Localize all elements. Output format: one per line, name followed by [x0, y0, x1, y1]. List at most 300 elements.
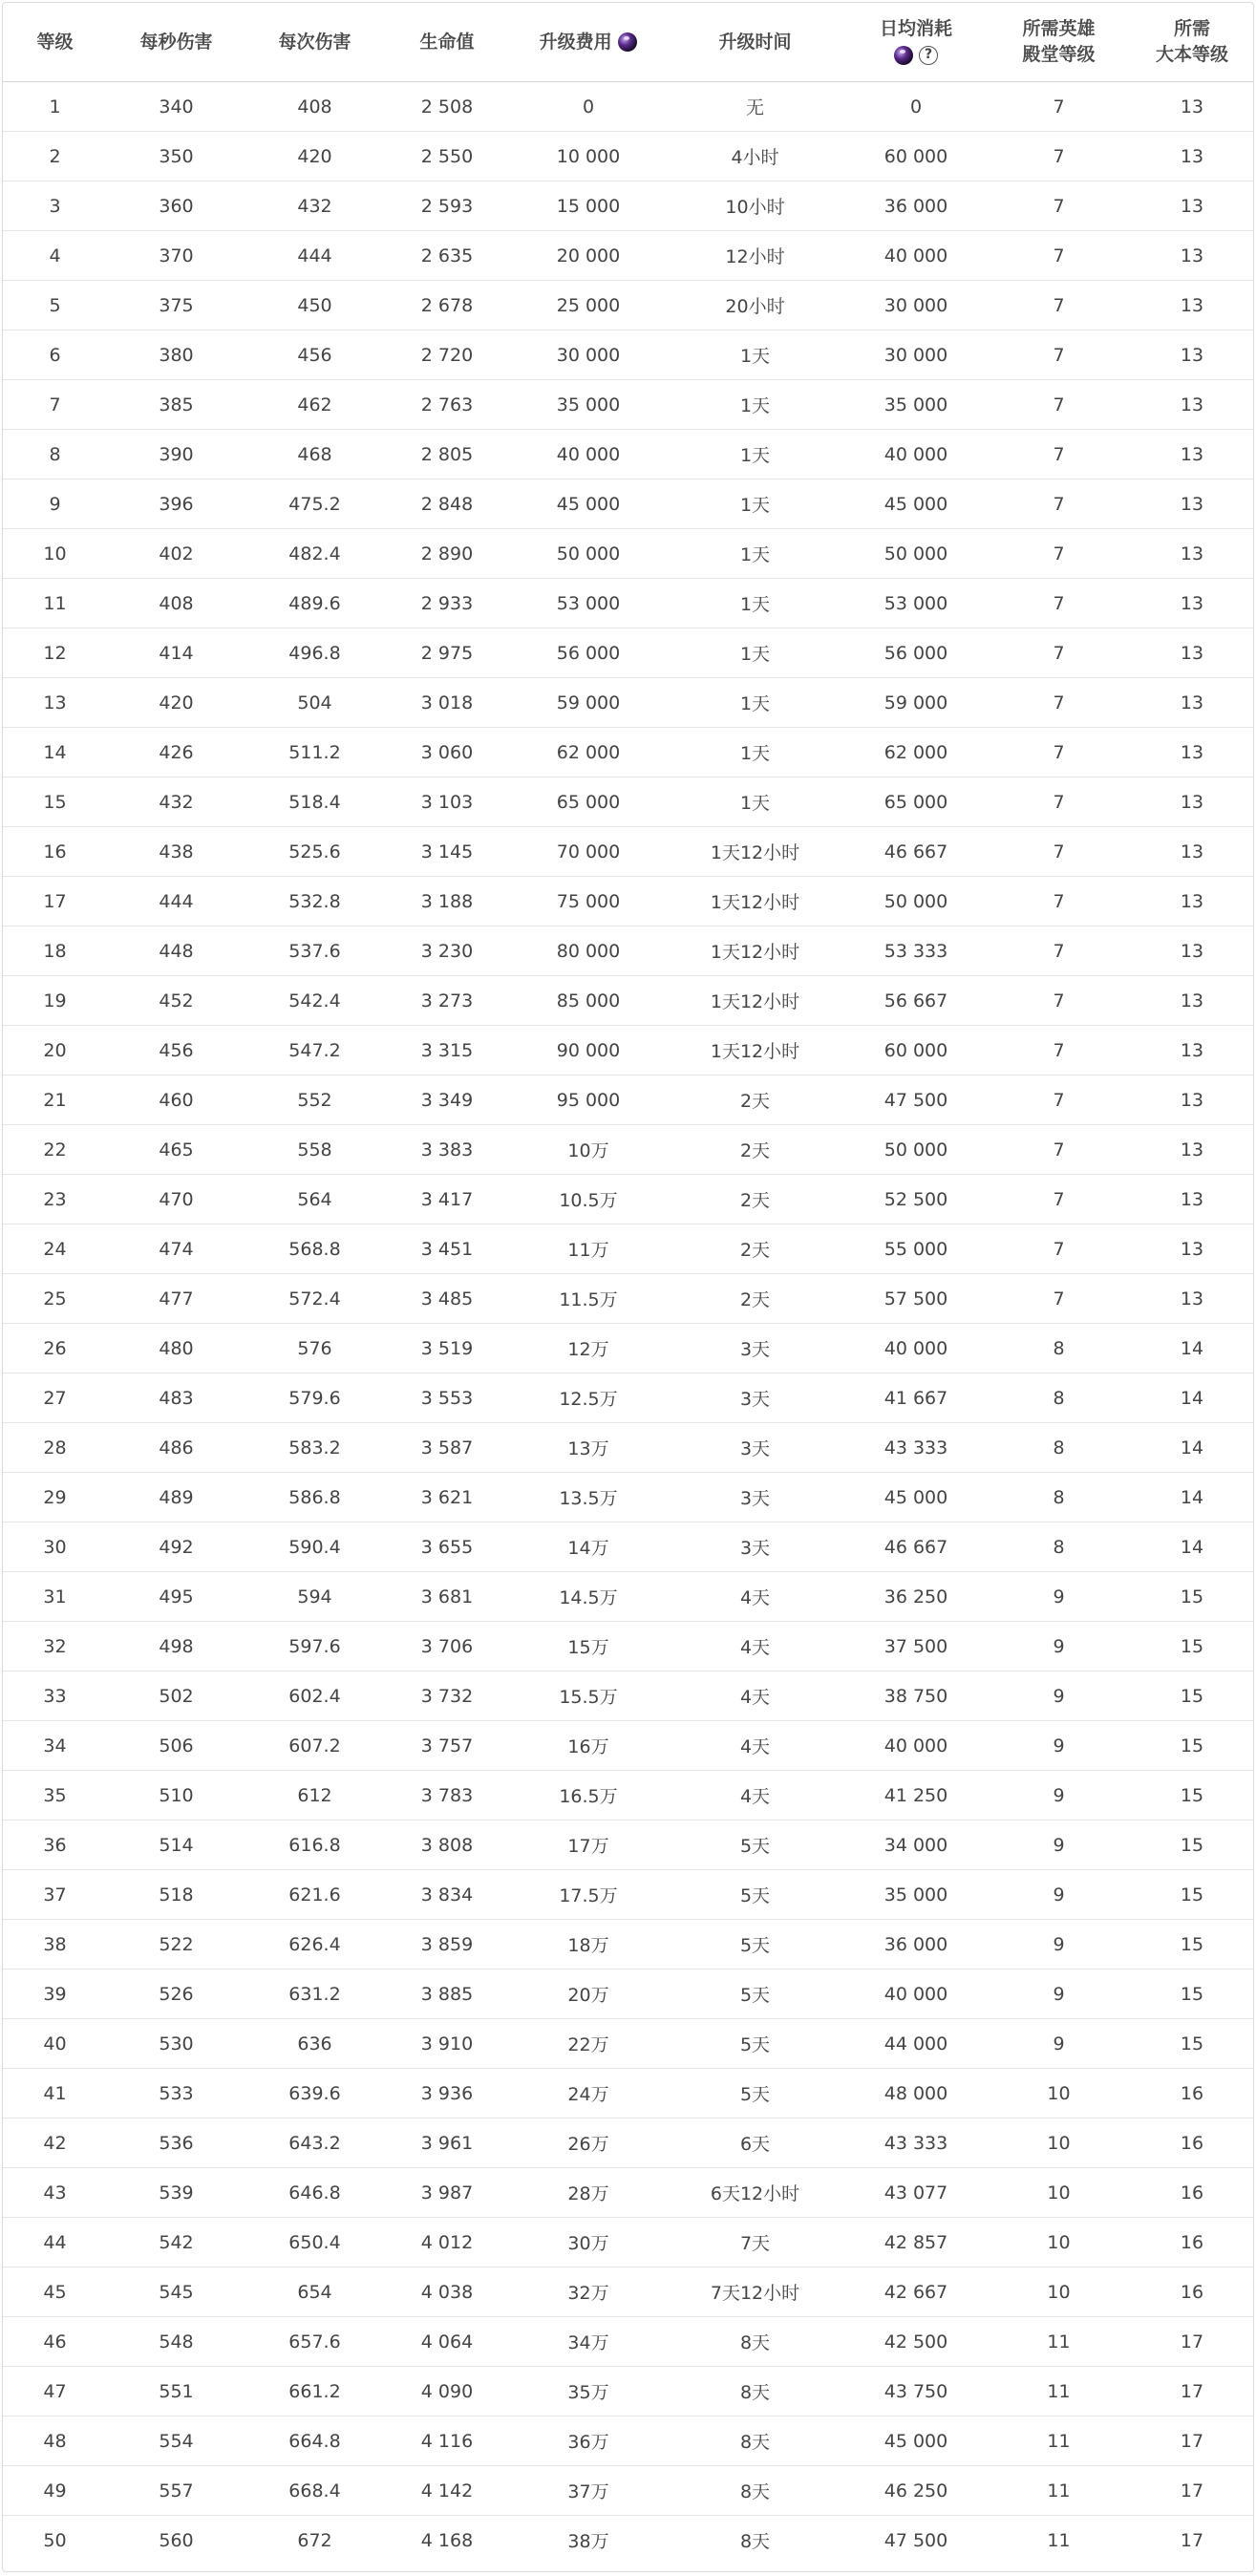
- cell-upgrade-cost: 16万: [510, 1721, 667, 1771]
- cell-required-town-hall: 13: [1129, 529, 1254, 579]
- cell-required-town-hall: 13: [1129, 877, 1254, 926]
- header-upgrade-cost[interactable]: 升级费用: [510, 3, 667, 82]
- cell-hitpoints: 3 060: [384, 728, 510, 777]
- dark-elixir-icon: [618, 32, 637, 52]
- cell-hitpoints: 3 732: [384, 1671, 510, 1721]
- cell-level: 31: [3, 1572, 107, 1622]
- table-header: [3, 3, 1254, 82]
- cell-upgrade-cost: 30 000: [510, 330, 667, 380]
- cell-dps: 385: [107, 380, 245, 430]
- cell-level: 7: [3, 380, 107, 430]
- cell-hitpoints: 3 315: [384, 1026, 510, 1075]
- cell-dps: 560: [159, 2529, 194, 2551]
- cell-required-town-hall: 13: [1129, 1026, 1254, 1075]
- cell-upgrade-time: 4小时: [667, 132, 843, 181]
- cell-upgrade-cost: 45 000: [510, 479, 667, 529]
- cell-daily-consumption: 62 000: [843, 728, 989, 777]
- table-row: [3, 2019, 1254, 2069]
- table-row: [3, 777, 1254, 827]
- cell-level: 8: [3, 430, 107, 479]
- cell-required-town-hall: 13: [1129, 132, 1254, 181]
- cell-level: 2: [3, 132, 107, 181]
- cell-daily-consumption: 46 667: [843, 827, 989, 877]
- cell-daily-consumption: 38 750: [843, 1671, 989, 1721]
- cell-upgrade-cost: 18万: [510, 1920, 667, 1969]
- cell-hitpoints: 2 805: [384, 430, 510, 479]
- header-required-town-hall[interactable]: 所需 大本等级: [1129, 3, 1254, 82]
- cell-required-town-hall: 15: [1129, 1771, 1254, 1820]
- cell-dps: 370: [107, 231, 245, 281]
- cell-damage-per-hit: 525.6: [245, 827, 384, 877]
- table-row: [3, 877, 1254, 926]
- cell-required-town-hall: 17: [1129, 2416, 1254, 2466]
- cell-daily-consumption: 56 667: [843, 976, 989, 1026]
- cell-damage-per-hit: 482.4: [245, 529, 384, 579]
- cell-upgrade-cost: 34万: [510, 2317, 667, 2367]
- cell-level: 6: [3, 330, 107, 380]
- cell-dps: 408: [107, 579, 245, 628]
- cell-required-town-hall: 14: [1129, 1473, 1254, 1522]
- cell-required-hero-hall: 8: [989, 1373, 1129, 1423]
- cell-daily-consumption: 53 333: [843, 926, 989, 976]
- cell-dps: 444: [107, 877, 245, 926]
- cell-required-hero-hall: 9: [989, 1771, 1129, 1820]
- cell-upgrade-cost: 85 000: [510, 976, 667, 1026]
- cell-upgrade-cost: 10万: [510, 1125, 667, 1175]
- cell-upgrade-cost: 56 000: [510, 628, 667, 678]
- cell-daily-consumption: 56 000: [843, 628, 989, 678]
- cell-level: 44: [3, 2218, 107, 2267]
- table-row: [3, 2267, 1254, 2317]
- header-hitpoints[interactable]: 生命值: [384, 3, 510, 82]
- cell-required-town-hall: 16: [1129, 2218, 1254, 2267]
- cell-dps: 506: [107, 1721, 245, 1771]
- cell-required-hero-hall: 7: [989, 1026, 1129, 1075]
- cell-level: 37: [3, 1870, 107, 1920]
- cell-upgrade-cost: 13.5万: [510, 1473, 667, 1522]
- cell-upgrade-cost: 38万: [567, 2531, 609, 2552]
- cell-dps: 554: [107, 2416, 245, 2466]
- question-circle-icon[interactable]: ?: [919, 46, 938, 65]
- cell-required-hero-hall: 7: [989, 1274, 1129, 1324]
- cell-damage-per-hit: 639.6: [245, 2069, 384, 2118]
- cell-damage-per-hit: 475.2: [245, 479, 384, 529]
- cell-upgrade-time: 1天: [667, 529, 843, 579]
- cell-level: 22: [3, 1125, 107, 1175]
- cell-upgrade-cost: 30万: [510, 2218, 667, 2267]
- cell-hitpoints: 3 681: [384, 1572, 510, 1622]
- cell-dps: 530: [107, 2019, 245, 2069]
- table-row: [3, 678, 1254, 728]
- cell-daily-consumption: 42 857: [843, 2218, 989, 2267]
- cell-required-hero-hall: 9: [989, 1870, 1129, 1920]
- table-row: [3, 1721, 1254, 1771]
- cell-required-town-hall: 13: [1129, 82, 1254, 132]
- cell-hitpoints: 4 142: [384, 2466, 510, 2516]
- cell-daily-consumption: 55 000: [843, 1224, 989, 1274]
- cell-required-town-hall: 14: [1129, 1324, 1254, 1373]
- table-row: [3, 2317, 1254, 2367]
- table-row: [3, 1671, 1254, 1721]
- cell-daily-consumption: 53 000: [843, 579, 989, 628]
- cell-damage-per-hit: 636: [245, 2019, 384, 2069]
- cell-hitpoints: 3 349: [384, 1075, 510, 1125]
- table-row: [3, 181, 1254, 231]
- cell-damage-per-hit: 518.4: [245, 777, 384, 827]
- cell-required-town-hall: 14: [1129, 1423, 1254, 1473]
- cell-required-hero-hall: 9: [989, 1969, 1129, 2019]
- cell-dps: 380: [107, 330, 245, 380]
- cell-dps: 486: [107, 1423, 245, 1473]
- cell-level: 28: [3, 1423, 107, 1473]
- cell-upgrade-time: 1天: [667, 330, 843, 380]
- cell-required-hero-hall: 7: [989, 181, 1129, 231]
- cell-damage-per-hit: 462: [245, 380, 384, 430]
- header-required-hero-hall[interactable]: 所需英雄 殿堂等级: [989, 3, 1129, 82]
- cell-damage-per-hit: 547.2: [245, 1026, 384, 1075]
- table-body: [3, 82, 1254, 2565]
- cell-upgrade-time: 5天: [667, 1870, 843, 1920]
- cell-required-town-hall: 13: [1129, 1075, 1254, 1125]
- cell-damage-per-hit: 432: [245, 181, 384, 231]
- cell-level: 4: [3, 231, 107, 281]
- cell-damage-per-hit: 657.6: [245, 2317, 384, 2367]
- cell-hitpoints: 3 808: [384, 1820, 510, 1870]
- cell-hitpoints: 4 090: [384, 2367, 510, 2416]
- cell-hitpoints: 3 145: [384, 827, 510, 877]
- cell-hitpoints: 3 519: [384, 1324, 510, 1373]
- cell-required-hero-hall: 11: [989, 2317, 1129, 2367]
- cell-upgrade-cost: 17.5万: [510, 1870, 667, 1920]
- cell-upgrade-time: 3天: [667, 1324, 843, 1373]
- cell-required-hero-hall: 11: [989, 2466, 1129, 2516]
- cell-upgrade-cost: 59 000: [510, 678, 667, 728]
- cell-upgrade-time: 1天12小时: [667, 1026, 843, 1075]
- cell-dps: 522: [107, 1920, 245, 1969]
- cell-daily-consumption: 35 000: [843, 380, 989, 430]
- table-row: [3, 2416, 1254, 2466]
- cell-required-hero-hall: 9: [989, 2019, 1129, 2069]
- cell-required-hero-hall: 10: [989, 2069, 1129, 2118]
- cell-damage-per-hit: 558: [245, 1125, 384, 1175]
- table-row: [3, 1622, 1254, 1671]
- cell-upgrade-cost: 32万: [510, 2267, 667, 2317]
- table-row: [3, 1274, 1254, 1324]
- cell-required-town-hall: 15: [1129, 1721, 1254, 1771]
- table-row: [3, 926, 1254, 976]
- cell-daily-consumption: 57 500: [843, 1274, 989, 1324]
- table-row: [3, 1026, 1254, 1075]
- header-daily-consumption[interactable]: 日均消耗 ?: [843, 3, 989, 82]
- cell-required-hero-hall: 7: [989, 827, 1129, 877]
- cell-hitpoints: 3 417: [384, 1175, 510, 1224]
- cell-damage-per-hit: 597.6: [245, 1622, 384, 1671]
- cell-damage-per-hit: 668.4: [245, 2466, 384, 2516]
- cell-damage-per-hit: 586.8: [245, 1473, 384, 1522]
- cell-daily-consumption: 60 000: [843, 132, 989, 181]
- table-row: [3, 1820, 1254, 1870]
- cell-upgrade-time: 6天: [667, 2118, 843, 2168]
- cell-required-hero-hall: 7: [989, 82, 1129, 132]
- cell-dps: 375: [107, 281, 245, 330]
- cell-upgrade-time: 8天: [667, 2367, 843, 2416]
- cell-hitpoints: 3 655: [384, 1522, 510, 1572]
- cell-level: 12: [3, 628, 107, 678]
- cell-upgrade-time: 2天: [667, 1224, 843, 1274]
- cell-dps: 542: [107, 2218, 245, 2267]
- header-dps[interactable]: 每秒伤害: [107, 3, 245, 82]
- cell-upgrade-cost: 15万: [510, 1622, 667, 1671]
- cell-level: 50: [43, 2529, 67, 2551]
- cell-level: 32: [3, 1622, 107, 1671]
- table-row: [3, 1075, 1254, 1125]
- table-row: [3, 976, 1254, 1026]
- cell-daily-consumption: 42 500: [843, 2317, 989, 2367]
- cell-upgrade-time: 3天: [667, 1473, 843, 1522]
- cell-damage-per-hit: 552: [245, 1075, 384, 1125]
- cell-upgrade-cost: 90 000: [510, 1026, 667, 1075]
- cell-daily-consumption: 35 000: [843, 1870, 989, 1920]
- table-row: [3, 1324, 1254, 1373]
- cell-upgrade-cost: 35万: [510, 2367, 667, 2416]
- cell-upgrade-time: 4天: [667, 1671, 843, 1721]
- cell-daily-consumption: 36 250: [843, 1572, 989, 1622]
- cell-hitpoints: 3 706: [384, 1622, 510, 1671]
- cell-required-hero-hall: 7: [989, 479, 1129, 529]
- cell-required-hero-hall: 7: [989, 976, 1129, 1026]
- cell-dps: 489: [107, 1473, 245, 1522]
- cell-level: 21: [3, 1075, 107, 1125]
- cell-dps: 510: [107, 1771, 245, 1820]
- cell-level: 39: [3, 1969, 107, 2019]
- dark-elixir-icon: [894, 46, 913, 65]
- cell-upgrade-time: 8天: [667, 2416, 843, 2466]
- table-row: [3, 2118, 1254, 2168]
- cell-required-hero-hall: 8: [989, 1423, 1129, 1473]
- cell-required-town-hall: 13: [1129, 728, 1254, 777]
- cell-hitpoints: 2 763: [384, 380, 510, 430]
- cell-damage-per-hit: 450: [245, 281, 384, 330]
- cell-upgrade-cost: 37万: [510, 2466, 667, 2516]
- cell-required-town-hall: 13: [1129, 479, 1254, 529]
- cell-upgrade-time: 4天: [667, 1622, 843, 1671]
- cell-daily-consumption: 52 500: [843, 1175, 989, 1224]
- cell-upgrade-time: 2天: [667, 1274, 843, 1324]
- cell-level: 15: [3, 777, 107, 827]
- cell-upgrade-time: 4天: [667, 1572, 843, 1622]
- cell-damage-per-hit: 650.4: [245, 2218, 384, 2267]
- cell-daily-consumption: 0: [843, 82, 989, 132]
- cell-required-hero-hall: 9: [989, 1572, 1129, 1622]
- cell-level: 14: [3, 728, 107, 777]
- cell-dps: 396: [107, 479, 245, 529]
- cell-hitpoints: 2 933: [384, 579, 510, 628]
- cell-upgrade-cost: 10 000: [510, 132, 667, 181]
- header-upgrade-time[interactable]: 升级时间: [667, 3, 843, 82]
- cell-daily-consumption: 50 000: [843, 529, 989, 579]
- cell-required-town-hall: 15: [1129, 1671, 1254, 1721]
- cell-level: 10: [3, 529, 107, 579]
- cell-hitpoints: 3 451: [384, 1224, 510, 1274]
- cell-dps: 420: [107, 678, 245, 728]
- cell-level: 24: [3, 1224, 107, 1274]
- cell-upgrade-time: 3天: [667, 1373, 843, 1423]
- cell-required-town-hall: 13: [1129, 430, 1254, 479]
- table-row: [3, 2466, 1254, 2516]
- cell-daily-consumption: 43 077: [843, 2168, 989, 2218]
- cell-upgrade-time: 1天: [667, 430, 843, 479]
- cell-required-hero-hall: 7: [989, 678, 1129, 728]
- cell-level: 33: [3, 1671, 107, 1721]
- cell-damage-per-hit: 594: [245, 1572, 384, 1622]
- cell-required-town-hall: 13: [1129, 231, 1254, 281]
- cell-damage-per-hit: 631.2: [245, 1969, 384, 2019]
- cell-required-town-hall: 17: [1180, 2529, 1204, 2551]
- table-row: [3, 1373, 1254, 1423]
- cell-required-hero-hall: 7: [989, 430, 1129, 479]
- cell-required-hero-hall: 11: [989, 2416, 1129, 2466]
- cell-upgrade-time: 5天: [667, 1820, 843, 1870]
- cell-upgrade-cost: 95 000: [510, 1075, 667, 1125]
- cell-daily-consumption: 47 500: [843, 1075, 989, 1125]
- cell-upgrade-time: 1天: [667, 728, 843, 777]
- cell-level: 20: [3, 1026, 107, 1075]
- cell-daily-consumption: 41 250: [843, 1771, 989, 1820]
- header-row: [3, 3, 1254, 82]
- cell-damage-per-hit: 504: [245, 678, 384, 728]
- cell-required-hero-hall: 9: [989, 1671, 1129, 1721]
- cell-level: 34: [3, 1721, 107, 1771]
- cell-daily-consumption: 36 000: [843, 1920, 989, 1969]
- cell-hitpoints: 3 783: [384, 1771, 510, 1820]
- cell-level: 48: [3, 2416, 107, 2466]
- cell-damage-per-hit: 646.8: [245, 2168, 384, 2218]
- cell-required-hero-hall: 11: [1047, 2529, 1071, 2551]
- table-row: [3, 1473, 1254, 1522]
- table-row: [3, 1125, 1254, 1175]
- cell-damage-per-hit: 664.8: [245, 2416, 384, 2466]
- cell-level: 35: [3, 1771, 107, 1820]
- table-row: [3, 82, 1254, 132]
- cell-upgrade-time: 1天: [667, 777, 843, 827]
- cell-upgrade-cost: 15 000: [510, 181, 667, 231]
- cell-daily-consumption: 60 000: [843, 1026, 989, 1075]
- cell-upgrade-time: 5天: [667, 1969, 843, 2019]
- table-row: [3, 529, 1254, 579]
- cell-level: 42: [3, 2118, 107, 2168]
- cell-required-town-hall: 16: [1129, 2069, 1254, 2118]
- cell-damage-per-hit: 532.8: [245, 877, 384, 926]
- cell-upgrade-time: 1天: [667, 380, 843, 430]
- cell-upgrade-time: 2天: [667, 1175, 843, 1224]
- cell-upgrade-cost: 80 000: [510, 926, 667, 976]
- cell-dps: 492: [107, 1522, 245, 1572]
- cell-hitpoints: 3 859: [384, 1920, 510, 1969]
- cell-daily-consumption: 30 000: [843, 330, 989, 380]
- cell-daily-consumption: 34 000: [843, 1820, 989, 1870]
- cell-upgrade-time: 1天12小时: [667, 877, 843, 926]
- cell-upgrade-cost: 75 000: [510, 877, 667, 926]
- cell-level: 41: [3, 2069, 107, 2118]
- header-damage-per-hit[interactable]: 每次伤害: [245, 3, 384, 82]
- cell-damage-per-hit: 568.8: [245, 1224, 384, 1274]
- table-row: [3, 380, 1254, 430]
- header-level[interactable]: 等级: [3, 3, 107, 82]
- cell-required-town-hall: 13: [1129, 777, 1254, 827]
- cell-required-town-hall: 15: [1129, 1820, 1254, 1870]
- table-row: [3, 1175, 1254, 1224]
- cell-upgrade-cost: 28万: [510, 2168, 667, 2218]
- cell-upgrade-cost: 24万: [510, 2069, 667, 2118]
- table-row: [3, 2516, 1254, 2565]
- cell-required-hero-hall: 7: [989, 330, 1129, 380]
- cell-upgrade-time: 1天12小时: [667, 976, 843, 1026]
- cell-upgrade-time: 10小时: [667, 181, 843, 231]
- cell-required-hero-hall: 10: [989, 2218, 1129, 2267]
- cell-required-hero-hall: 7: [989, 728, 1129, 777]
- cell-damage-per-hit: 572.4: [245, 1274, 384, 1324]
- cell-daily-consumption: 50 000: [843, 1125, 989, 1175]
- cell-upgrade-time: 无: [667, 82, 843, 132]
- cell-required-hero-hall: 7: [989, 529, 1129, 579]
- cell-damage-per-hit: 583.2: [245, 1423, 384, 1473]
- cell-required-hero-hall: 8: [989, 1324, 1129, 1373]
- cell-required-town-hall: 16: [1129, 2267, 1254, 2317]
- cell-upgrade-cost: 53 000: [510, 579, 667, 628]
- cell-upgrade-cost: 10.5万: [510, 1175, 667, 1224]
- cell-daily-consumption: 42 667: [843, 2267, 989, 2317]
- cell-daily-consumption: 40 000: [843, 1969, 989, 2019]
- cell-hitpoints: 2 550: [384, 132, 510, 181]
- cell-level: 38: [3, 1920, 107, 1969]
- cell-required-town-hall: 13: [1129, 827, 1254, 877]
- cell-daily-consumption: 44 000: [843, 2019, 989, 2069]
- cell-required-town-hall: 14: [1129, 1373, 1254, 1423]
- cell-hitpoints: 3 587: [384, 1423, 510, 1473]
- table-row: [3, 2069, 1254, 2118]
- cell-required-hero-hall: 9: [989, 1721, 1129, 1771]
- cell-daily-consumption: 43 333: [843, 1423, 989, 1473]
- cell-upgrade-cost: 70 000: [510, 827, 667, 877]
- upgrade-stats-table: [3, 3, 1254, 2565]
- cell-upgrade-time: 1天: [667, 479, 843, 529]
- cell-required-hero-hall: 7: [989, 579, 1129, 628]
- cell-upgrade-cost: 14万: [510, 1522, 667, 1572]
- cell-damage-per-hit: 420: [245, 132, 384, 181]
- table-row: [3, 330, 1254, 380]
- cell-upgrade-time: 3天: [667, 1522, 843, 1572]
- cell-daily-consumption: 47 500: [883, 2529, 948, 2551]
- cell-required-town-hall: 13: [1129, 628, 1254, 678]
- cell-upgrade-time: 2天: [667, 1125, 843, 1175]
- table-row: [3, 1522, 1254, 1572]
- cell-required-town-hall: 13: [1129, 1224, 1254, 1274]
- cell-dps: 340: [107, 82, 245, 132]
- cell-damage-per-hit: 496.8: [245, 628, 384, 678]
- cell-daily-consumption: 37 500: [843, 1622, 989, 1671]
- cell-daily-consumption: 40 000: [843, 1324, 989, 1373]
- cell-required-town-hall: 14: [1129, 1522, 1254, 1572]
- cell-level: 19: [3, 976, 107, 1026]
- cell-level: 18: [3, 926, 107, 976]
- cell-hitpoints: 3 987: [384, 2168, 510, 2218]
- cell-required-town-hall: 13: [1129, 926, 1254, 976]
- cell-dps: 360: [107, 181, 245, 231]
- cell-upgrade-cost: 35 000: [510, 380, 667, 430]
- cell-dps: 536: [107, 2118, 245, 2168]
- cell-dps: 545: [107, 2267, 245, 2317]
- cell-damage-per-hit: 489.6: [245, 579, 384, 628]
